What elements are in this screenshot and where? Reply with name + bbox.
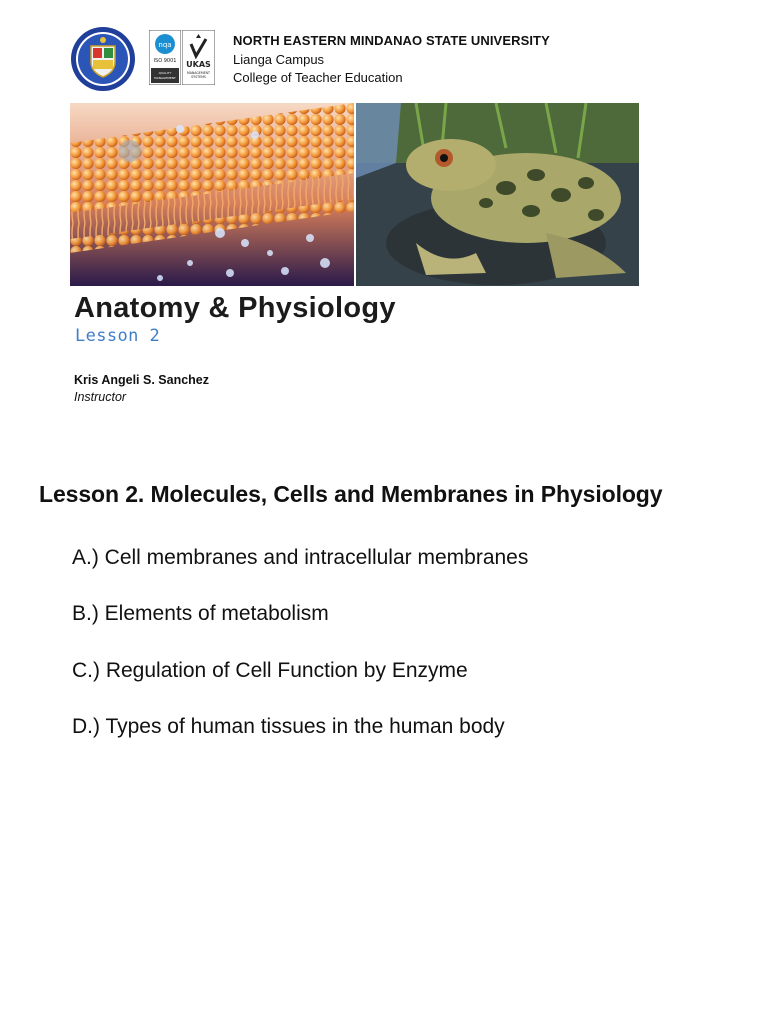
leopard-frog-image	[356, 103, 639, 286]
university-name: NORTH EASTERN MINDANAO STATE UNIVERSITY	[233, 33, 550, 48]
ukas-logo-line2: SYSTEMS	[191, 75, 206, 79]
iso-9001-logo	[149, 30, 181, 85]
cell-membrane-image	[70, 103, 354, 286]
topic-item: B.) Elements of metabolism	[72, 602, 329, 625]
ukas-logo	[182, 30, 215, 85]
iso-logo-brand: nqa	[158, 41, 172, 49]
topic-item: A.) Cell membranes and intracellular membranes	[72, 546, 529, 569]
ukas-logo-line1: MANAGEMENT	[186, 71, 211, 75]
course-title: Anatomy & Physiology	[74, 292, 396, 324]
iso-logo-code: ISO 9001	[153, 58, 177, 64]
topic-item: D.) Types of human tissues in the human body	[72, 715, 505, 738]
iso-logo-line2: MANAGEMENT	[154, 76, 176, 80]
lesson-subtitle: Lesson 2	[75, 326, 161, 346]
instructor-name: Kris Angeli S. Sanchez	[74, 373, 209, 387]
ukas-logo-brand: UKAS	[186, 60, 211, 69]
lesson-heading: Lesson 2. Molecules, Cells and Membranes in Physiology	[39, 481, 663, 507]
university-seal-logo	[70, 26, 136, 92]
college-name: College of Teacher Education	[233, 70, 403, 85]
instructor-role: Instructor	[74, 390, 127, 404]
iso-logo-line1: QUALITY	[158, 71, 172, 75]
topic-item: C.) Regulation of Cell Function by Enzyme	[72, 659, 468, 682]
campus-name: Lianga Campus	[233, 52, 325, 67]
